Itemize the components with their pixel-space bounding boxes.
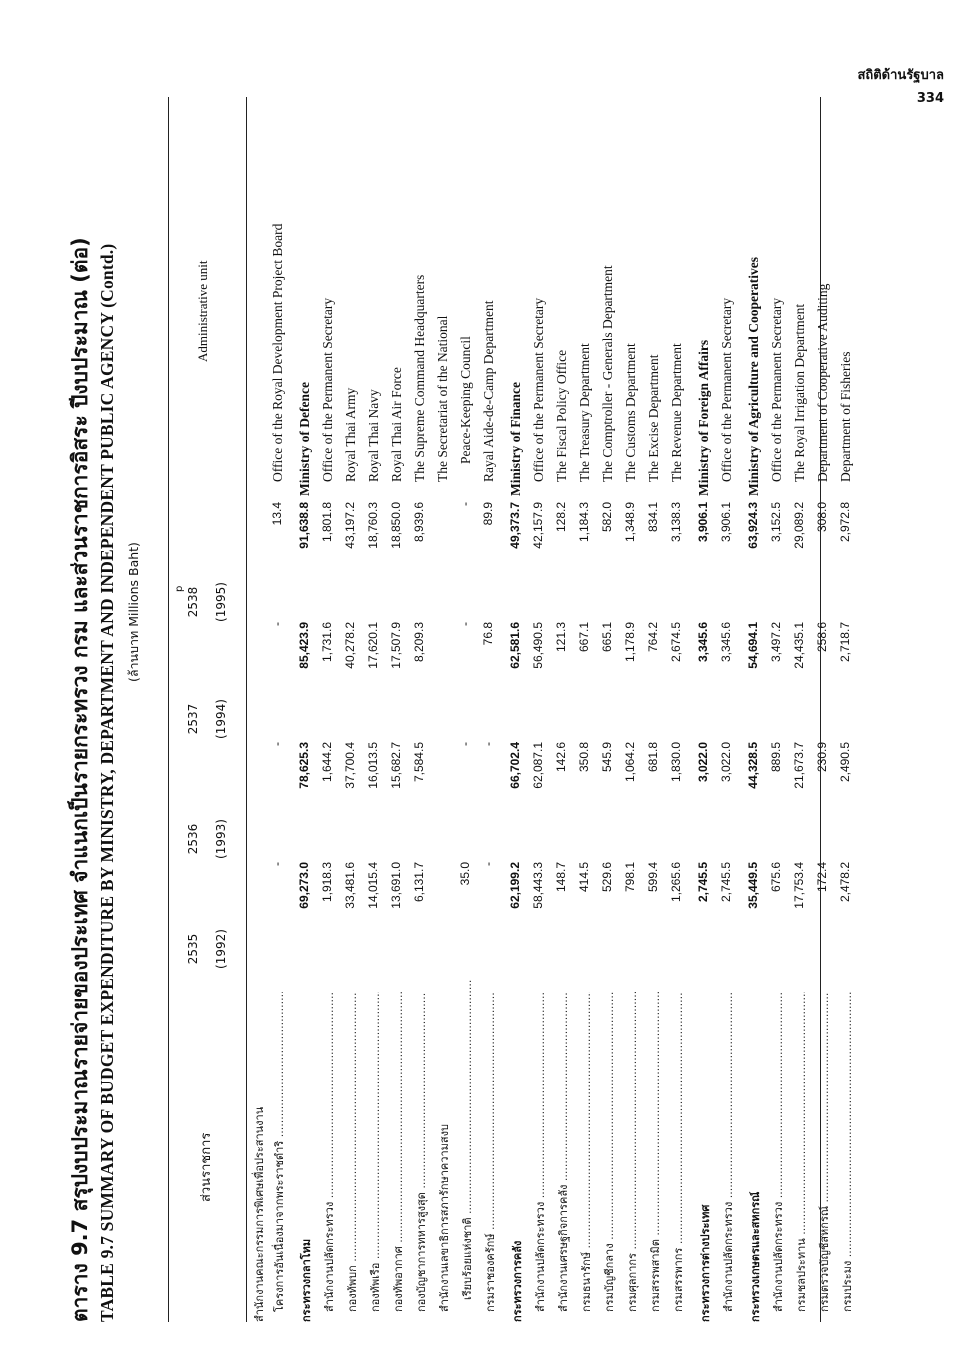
row-label-english: The Royal Irrigation Department [792, 303, 807, 482]
cell-value: 681.8 [646, 742, 660, 773]
cell-value: 7,584.5 [412, 742, 426, 783]
table-row [481, 97, 504, 1322]
header-thai: ส่วนราชการ [199, 1132, 214, 1202]
table-row [343, 97, 366, 1322]
unit-label: (ล้านบาท Millions Baht) [126, 542, 141, 682]
row-label-thai: กรมศุลกากร ..... [623, 992, 641, 1322]
year-ad-1993: (1993) [214, 819, 228, 859]
cell-value: 121.3 [554, 622, 568, 653]
table-row [458, 97, 481, 1322]
cell-value: 13,691.0 [389, 862, 403, 909]
cell-value: 63,924.3 [746, 502, 760, 549]
row-label-thai: กระทรวงการคลัง [511, 1240, 524, 1322]
row-label-thai: สำนักงานคณะกรรมการพิเศษเพื่อประสานงาน [253, 1106, 266, 1322]
cell-value: 16,013.5 [366, 742, 380, 789]
cell-value: - [270, 622, 284, 626]
row-label-english: Ministry of Foreign Affairs [696, 339, 711, 496]
row-label-thai: กรมสรรพากร ..... [669, 992, 687, 1322]
table-title-english: TABLE 9.7 SUMMARY OF BUDGET EXPENDITURE BY MINISTRY, DEPARTMENT AND INDEPENDENT PUBLIC AGENCY (Contd.) [97, 243, 117, 1322]
table-row [838, 97, 861, 1322]
cell-value: - [481, 862, 495, 866]
row-label-thai: กองทัพเรือ ..... [366, 992, 384, 1322]
cell-value: 172.4 [815, 862, 829, 893]
table-row [297, 97, 320, 1322]
cell-value: 24,435.1 [792, 622, 806, 669]
cell-value: 529.6 [600, 862, 614, 893]
cell-value: - [458, 742, 472, 746]
cell-value: 29,089.2 [792, 502, 806, 549]
cell-value: 2,718.7 [838, 622, 852, 663]
row-label-english: Rayal Aide-de-Camp Department [481, 300, 496, 482]
row-label-english: The Fiscal Policy Office [554, 349, 569, 482]
table-row [600, 97, 623, 1322]
row-label-english: The Supreme Command Headquarters [412, 274, 427, 482]
cell-value: 1,184.3 [577, 502, 591, 543]
row-label-thai: โครงการอันเนื่องมาจากพระราชดำริ ..... [270, 992, 288, 1322]
cell-value: 44,328.5 [746, 742, 760, 789]
cell-value: 142.6 [554, 742, 568, 773]
year-ad-1994: (1994) [214, 699, 228, 739]
cell-value: 3,497.2 [769, 622, 783, 663]
cell-value: 1,265.6 [669, 862, 683, 903]
cell-value: 76.8 [481, 622, 495, 646]
cell-value: 582.0 [600, 502, 614, 533]
row-label-thai: เรียบร้อยแห่งชาติ ..... [458, 980, 476, 1322]
cell-value: 49,373.7 [508, 502, 522, 549]
table-row [320, 97, 343, 1322]
row-label-english: Office of the Permanent Secretary [320, 297, 335, 482]
table-row [646, 97, 669, 1322]
row-label-english: Royal Thai Navy [366, 389, 381, 482]
row-label-english: Ministry of Defence [297, 382, 312, 496]
table-row [366, 97, 389, 1322]
year-ad-1992: (1992) [214, 929, 228, 969]
row-label-thai: กองทัพอากาศ ..... [389, 992, 407, 1322]
cell-value: 3,906.1 [719, 502, 733, 543]
cell-value: 2,490.5 [838, 742, 852, 783]
cell-value: 128.2 [554, 502, 568, 533]
year-be-1995: 2538 [186, 586, 200, 618]
cell-value: 1,918.3 [320, 862, 334, 903]
cell-value: 35,449.5 [746, 862, 760, 909]
row-label-english: Office of the Permanent Secretary [769, 297, 784, 482]
cell-value: - [458, 622, 472, 626]
row-label-thai: สำนักงานปลัดกระทรวง ..... [769, 992, 787, 1322]
cell-value: 62,199.2 [508, 862, 522, 909]
cell-value: 3,345.6 [696, 622, 710, 663]
table-row [554, 97, 577, 1322]
cell-value: 2,972.8 [838, 502, 852, 543]
cell-value: 1,830.0 [669, 742, 683, 783]
row-label-english: The Treasury Department [577, 343, 592, 482]
row-label-english: The Revenue Department [669, 343, 684, 482]
year-be-1993: 2536 [186, 823, 200, 855]
row-label-thai: สำนักงานเลขาธิการสภารักษาความสงบ [438, 1124, 451, 1312]
row-label-thai: กระทรวงกลาโหม [300, 1238, 313, 1322]
row-label-thai: สำนักงานปลัดกระทรวง ..... [531, 992, 549, 1322]
row-label-thai: กรมธนารักษ์ ..... [577, 992, 595, 1322]
row-label-thai: สำนักงานปลัดกระทรวง ..... [320, 992, 338, 1322]
row-label-thai: กระทรวงเกษตรและสหกรณ์ [749, 1191, 762, 1322]
table-row [669, 97, 692, 1322]
cell-value: 17,753.4 [792, 862, 806, 909]
row-label-thai: กรมราชองครักษ์ ..... [481, 992, 499, 1322]
cell-value: 58,443.3 [531, 862, 545, 909]
cell-value: 37,700.4 [343, 742, 357, 789]
cell-value: 56,490.5 [531, 622, 545, 669]
cell-value: 1,348.9 [623, 502, 637, 543]
cell-value: 3,138.3 [669, 502, 683, 543]
row-label-thai: กรมตรวจบัญชีสหกรณ์ ..... [815, 992, 833, 1322]
cell-value: 2,745.5 [696, 862, 710, 903]
row-label-english: Royal Thai Army [343, 387, 358, 482]
cell-value: 889.5 [769, 742, 783, 773]
cell-value: 1,064.2 [623, 742, 637, 783]
cell-value: 62,087.1 [531, 742, 545, 789]
row-label-english: Department of Fisheries [838, 351, 853, 482]
cell-value: 545.9 [600, 742, 614, 773]
table-row [815, 97, 838, 1322]
cell-value: - [481, 742, 495, 746]
table-row [389, 97, 412, 1322]
cell-value: 13.4 [270, 502, 284, 526]
table-bottom-rule [820, 97, 821, 1322]
cell-value: 85,423.9 [297, 622, 311, 669]
row-label-english: Royal Thai Air Force [389, 367, 404, 482]
table-row [696, 97, 719, 1322]
row-label-english: Office of the Royal Development Project Board [270, 223, 285, 482]
table-title-thai: ตาราง 9.7 สรุปงบประมาณรายจ่ายของประเทศ จำแนกเป็นรายกระทรวง กรม และส่วนราชการอิสระ ปีงบประมาณ (ต่อ) [68, 237, 92, 1322]
row-label-english: Ministry of Agriculture and Cooperatives [746, 257, 761, 496]
row-label-thai: สำนักงานปลัดกระทรวง ..... [719, 992, 737, 1322]
year-be-1994: 2537 [186, 703, 200, 735]
cell-value: - [270, 742, 284, 746]
row-label-thai: กรมชลประทาน ..... [792, 992, 810, 1322]
row-label-english: Ministry of Finance [508, 382, 523, 496]
cell-value: 3,906.1 [696, 502, 710, 543]
cell-value: 69,273.0 [297, 862, 311, 909]
cell-value: 17,507.9 [389, 622, 403, 669]
cell-value: 18,760.3 [366, 502, 380, 549]
cell-value: 308.0 [815, 502, 829, 533]
cell-value: 3,345.6 [719, 622, 733, 663]
cell-value: 15,682.7 [389, 742, 403, 789]
cell-value: 78,625.3 [297, 742, 311, 789]
table-row [412, 97, 435, 1322]
cell-value: 230.9 [815, 742, 829, 773]
table-row [270, 97, 293, 1322]
cell-value: 675.6 [769, 862, 783, 893]
year-ad-1995: (1995) [214, 582, 228, 622]
table-top-rule [168, 97, 169, 1322]
cell-value: 834.1 [646, 502, 660, 533]
table-row [435, 97, 458, 1322]
cell-value: 2,674.5 [669, 622, 683, 663]
cell-value: 54,694.1 [746, 622, 760, 669]
table-row [769, 97, 792, 1322]
cell-value: 14,015.4 [366, 862, 380, 909]
header-english: Administrative unit [195, 260, 210, 362]
cell-value: 17,620.1 [366, 622, 380, 669]
cell-value: 33,481.6 [343, 862, 357, 909]
cell-value: 35.0 [458, 862, 472, 886]
cell-value: 258.6 [815, 622, 829, 653]
cell-value: 350.8 [577, 742, 591, 773]
cell-value: 2,745.5 [719, 862, 733, 903]
cell-value: 1,178.9 [623, 622, 637, 663]
cell-value: 3,022.0 [719, 742, 733, 783]
cell-value: 21,673.7 [792, 742, 806, 789]
table-row [623, 97, 646, 1322]
year-be-1992: 2535 [186, 933, 200, 965]
table-row [719, 97, 742, 1322]
cell-value: 91,638.8 [297, 502, 311, 549]
cell-value: 8,209.3 [412, 622, 426, 663]
cell-value: 66,702.4 [508, 742, 522, 789]
cell-value: 89.9 [481, 502, 495, 526]
row-label-thai: กระทรวงการต่างประเทศ [699, 1204, 712, 1322]
cell-value: 414.5 [577, 862, 591, 893]
row-label-english: The Comptroller - Generals Department [600, 265, 615, 482]
row-label-english: The Customs Department [623, 343, 638, 482]
cell-value: 3,022.0 [696, 742, 710, 783]
table-row [792, 97, 815, 1322]
cell-value: 43,197.2 [343, 502, 357, 549]
cell-value: 764.2 [646, 622, 660, 653]
row-label-thai: กองบัญชาการทหารสูงสุด ..... [412, 992, 430, 1322]
cell-value: 1,731.6 [320, 622, 334, 663]
preliminary-mark: p [174, 585, 185, 592]
page-number: 334 [916, 91, 944, 106]
cell-value: 6,131.7 [412, 862, 426, 903]
cell-value: 665.1 [600, 622, 614, 653]
header-rule [246, 97, 247, 1322]
row-label-english: The Excise Department [646, 354, 661, 482]
cell-value: 2,478.2 [838, 862, 852, 903]
cell-value: 40,278.2 [343, 622, 357, 669]
table-row [531, 97, 554, 1322]
cell-value: 599.4 [646, 862, 660, 893]
cell-value: 18,850.0 [389, 502, 403, 549]
row-label-english: The Secretariat of the National [435, 315, 450, 482]
cell-value: 148.7 [554, 862, 568, 893]
table-row [577, 97, 600, 1322]
row-label-thai: สำนักงานเศรษฐกิจการคลัง ..... [554, 992, 572, 1322]
cell-value: 1,644.2 [320, 742, 334, 783]
row-label-english: Office of the Permanent Secretary [719, 297, 734, 482]
cell-value: 8,939.6 [412, 502, 426, 543]
cell-value: - [270, 862, 284, 866]
section-label: สถิติด้านรัฐบาล [857, 68, 944, 83]
row-label-thai: กรมสรรพสามิต ..... [646, 992, 664, 1322]
table-row [508, 97, 531, 1322]
row-label-thai: กรมประมง ..... [838, 992, 856, 1322]
cell-value: - [458, 502, 472, 506]
cell-value: 667.1 [577, 622, 591, 653]
cell-value: 1,801.8 [320, 502, 334, 543]
cell-value: 3,152.5 [769, 502, 783, 543]
row-label-english: Office of the Permanent Secretary [531, 297, 546, 482]
cell-value: 62,581.6 [508, 622, 522, 669]
cell-value: 42,157.9 [531, 502, 545, 549]
table-row [746, 97, 769, 1322]
cell-value: 798.1 [623, 862, 637, 893]
row-label-thai: กองทัพบก ..... [343, 992, 361, 1322]
row-label-thai: กรมบัญชีกลาง ..... [600, 992, 618, 1322]
row-label-english: Peace-Keeping Council [458, 336, 473, 464]
row-label-english: Department of Cooperative Auditing [815, 283, 830, 482]
